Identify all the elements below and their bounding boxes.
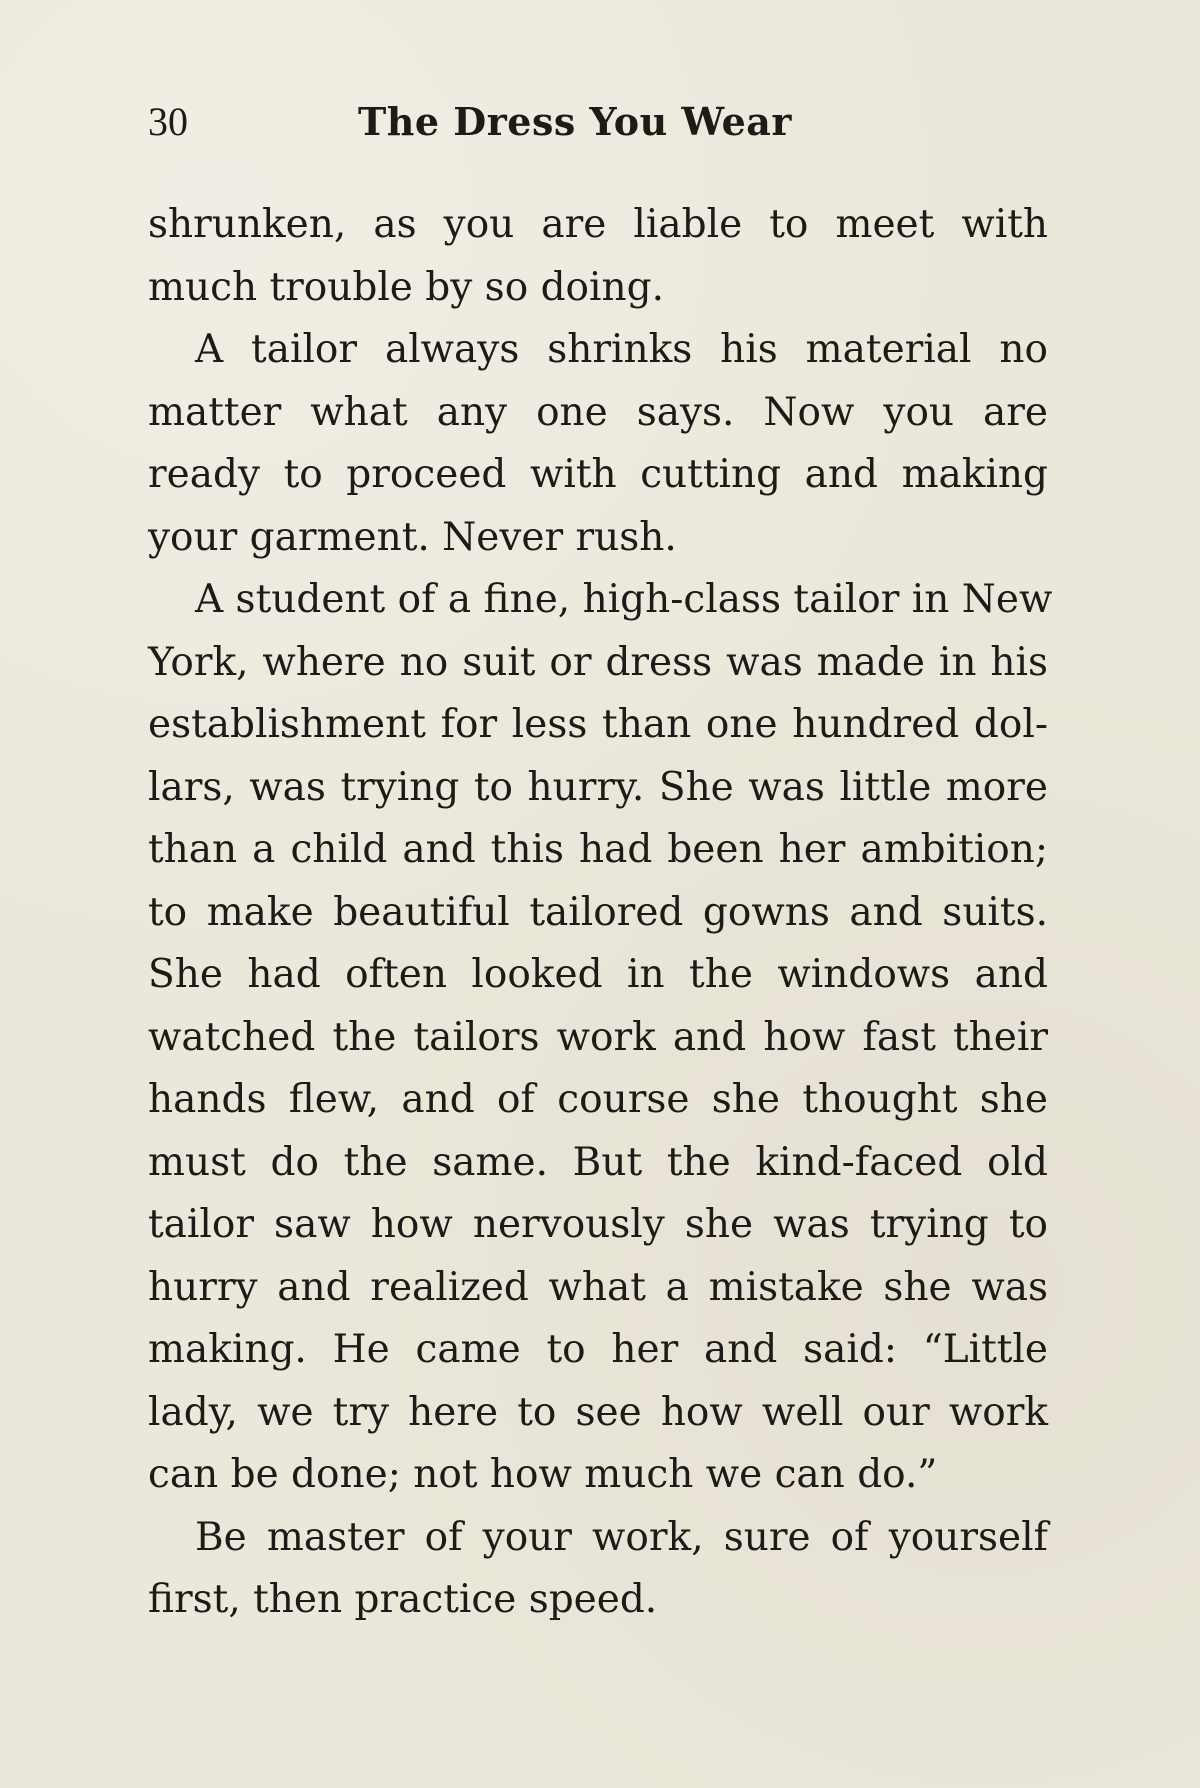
text-line: hands flew, and of course she thought she <box>148 1077 1048 1122</box>
text-line: must do the same. But the kind-faced old <box>148 1139 1048 1185</box>
paragraph <box>148 319 1048 569</box>
text-line: A tailor always shrinks his material no <box>195 327 1048 372</box>
text-line: establishment for less than one hundred dol- <box>148 702 1048 747</box>
text-line: hurry and realized what a mistake she was <box>148 1264 1048 1310</box>
paragraph <box>148 569 1053 1507</box>
text-line: than a child and this had been her ambition; <box>148 827 1048 872</box>
text-line: lady, we try here to see how well our work <box>148 1389 1048 1435</box>
text-line: ready to proceed with cutting and making <box>148 452 1048 497</box>
page-number: 30 <box>148 99 188 144</box>
body-text <box>148 194 1053 1632</box>
text-line: watched the tailors work and how fast their <box>148 1014 1048 1060</box>
text-line: York, where no suit or dress was made in his <box>148 639 1048 685</box>
text-line: tailor saw how nervously she was trying to <box>148 1202 1048 1247</box>
text-line: Be master of your work, sure of yourself <box>195 1514 1048 1560</box>
text-line: to make beautiful tailored gowns and suits. <box>148 889 1048 935</box>
paragraph <box>148 194 1048 319</box>
text-line: lars, was trying to hurry. She was little more <box>148 764 1048 810</box>
page-header <box>148 92 1048 152</box>
text-line: can be done; not how much we can do.” <box>148 1452 938 1497</box>
text-line: your garment. Never rush. <box>148 514 677 560</box>
text-line: making. He came to her and said: “Little <box>148 1327 1048 1372</box>
paragraph <box>148 1507 1048 1632</box>
text-line: first, then practice speed. <box>148 1577 658 1622</box>
text-line: much trouble by so doing. <box>148 264 664 310</box>
text-line: A student of a fine, high-class tailor in New <box>195 577 1053 622</box>
text-line: shrunken, as you are liable to meet with <box>148 202 1048 247</box>
text-line: She had often looked in the windows and <box>148 952 1048 997</box>
running-title: The Dress You Wear <box>358 99 792 144</box>
text-line: matter what any one says. Now you are <box>148 389 1048 435</box>
